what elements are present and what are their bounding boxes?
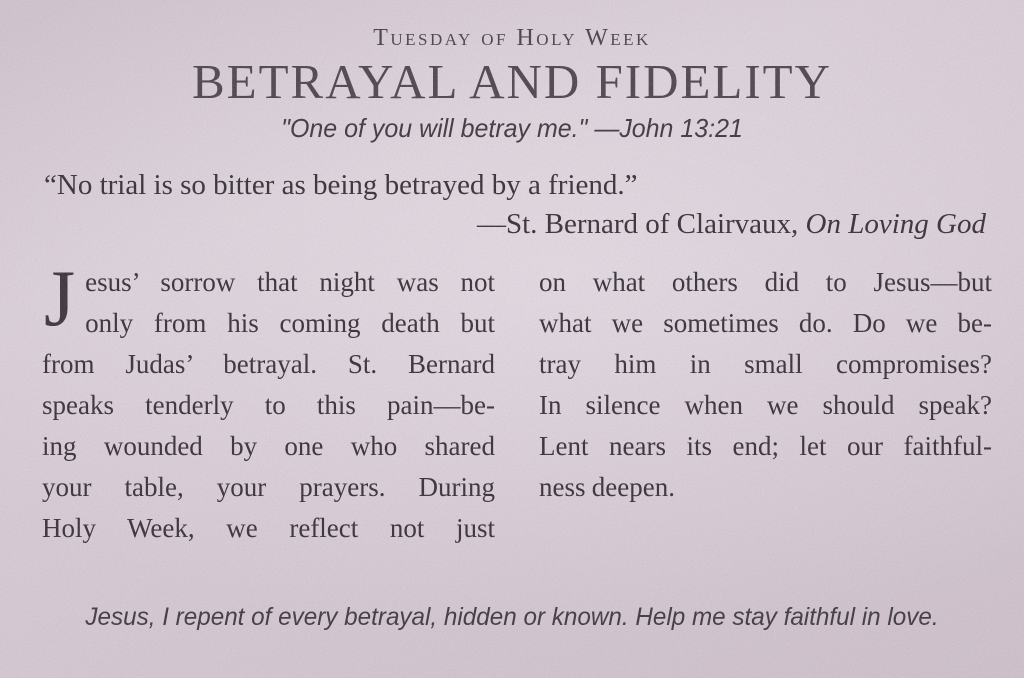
section-kicker: Tuesday of Holy Week xyxy=(373,25,651,51)
scripture-subtitle: "One of you will betray me." —John 13:21 xyxy=(281,113,743,143)
body-line: Holy Week, we reflect not just xyxy=(42,513,495,543)
page-title: BETRAYAL AND FIDELITY xyxy=(192,54,832,109)
body-line: speaks tenderly to this pain—be- xyxy=(42,390,495,420)
body-line: what we sometimes do. Do we be- xyxy=(539,308,992,338)
body-line: on what others did to Jesus—but xyxy=(539,267,992,297)
body-column-right xyxy=(539,262,992,549)
body-line: esus’ sorrow that night was not xyxy=(85,267,495,297)
body-line: ness deepen. xyxy=(539,472,675,502)
closing-prayer: Jesus, I repent of every betrayal, hidden or known. Help me stay faithful in love. xyxy=(85,603,939,631)
body-line: from Judas’ betrayal. St. Bernard xyxy=(42,349,495,379)
quote-text: “No trial is so bitter as being betrayed by a friend.” xyxy=(44,169,638,201)
body-columns xyxy=(0,255,1024,549)
quote-attribution xyxy=(44,208,986,241)
body-line: tray him in small compromises? xyxy=(539,349,992,379)
body-line: In silence when we should speak? xyxy=(539,390,992,420)
body-line: your table, your prayers. During xyxy=(42,472,495,502)
body-column-left xyxy=(42,255,495,549)
epigraph-quote xyxy=(0,169,1024,241)
body-line: only from his coming death but xyxy=(85,308,495,338)
body-line: Lent nears its end; let our faithful- xyxy=(539,431,992,461)
drop-cap: J xyxy=(44,255,76,343)
body-line: ing wounded by one who shared xyxy=(42,431,495,461)
quote-attribution-name: —St. Bernard of Clairvaux, xyxy=(476,208,806,240)
quote-attribution-work-title: On Loving God xyxy=(805,208,986,240)
